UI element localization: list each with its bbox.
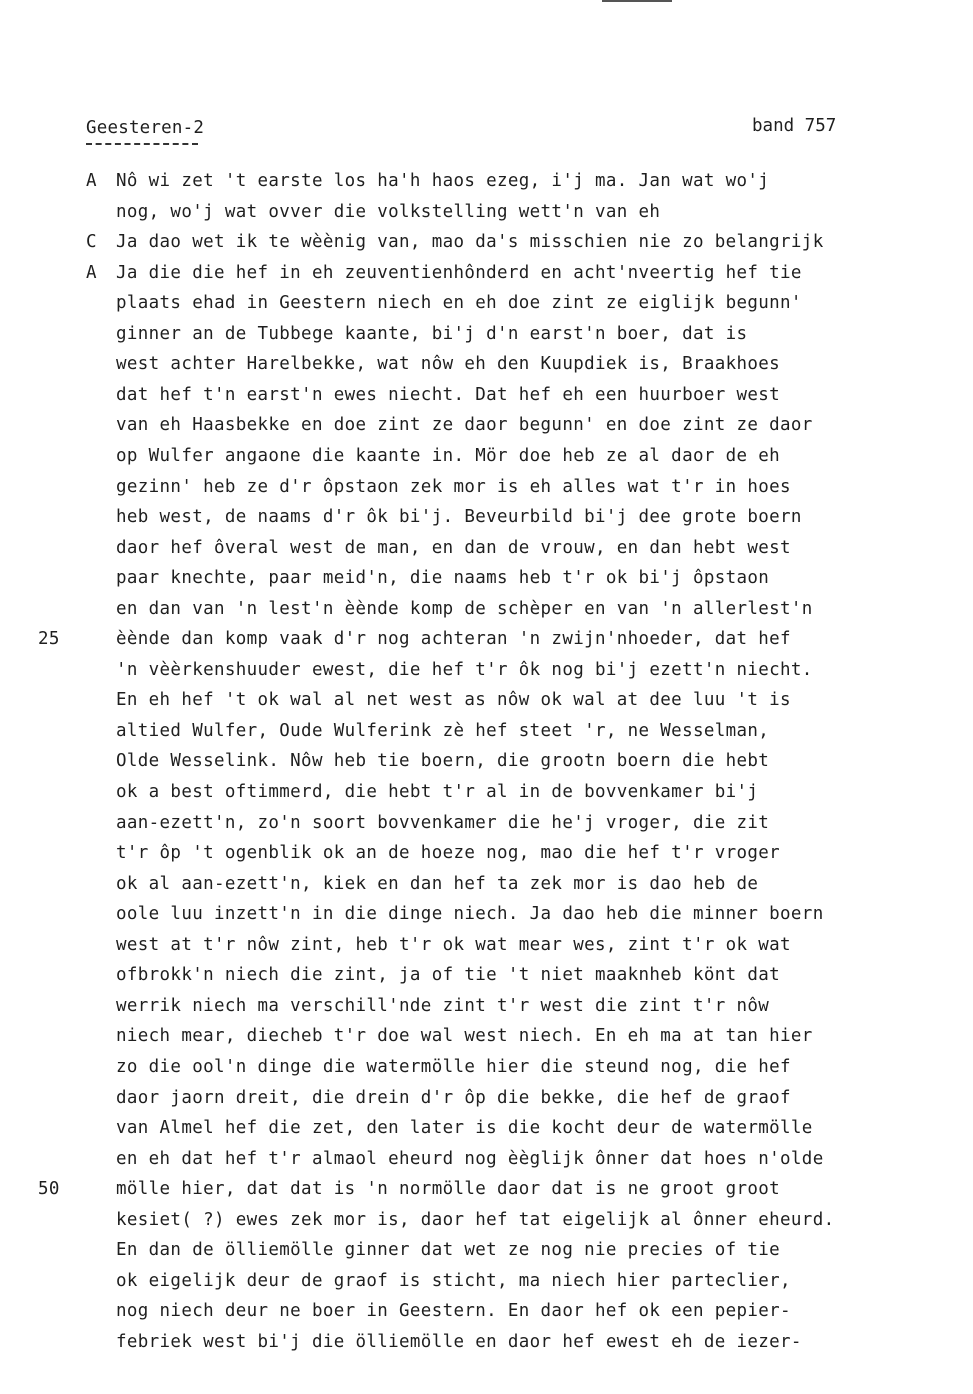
line-text: aan-ezett'n, zo'n soort bovvenkamer die he'j vroger, die zit — [116, 813, 770, 833]
speaker-label: A — [86, 263, 97, 283]
line-text: daor hef ôveral west de man, en dan de vrouw, en dan hebt west — [116, 538, 791, 558]
line-text: heb west, de naams d'r ôk bi'j. Beveurbild bi'j dee grote boern — [116, 507, 802, 527]
line-text: gezinn' heb ze d'r ôpstaon zek mor is eh alles wat t'r in hoes — [116, 477, 791, 497]
line-text: nog niech deur ne boer in Geestern. En daor hef ok een pepier- — [116, 1301, 791, 1321]
line-text: Nô wi zet 't earste los ha'h haos ezeg, i'j ma. Jan wat wo'j — [116, 171, 770, 191]
line-text: niech mear, diecheb t'r doe wal west niech. En eh ma at tan hier — [116, 1026, 813, 1046]
line-text: nog, wo'j wat ovver die volkstelling wett'n van eh — [116, 202, 661, 222]
speaker-label: A — [86, 171, 97, 191]
top-edge-mark — [602, 0, 672, 2]
line-number: 50 — [38, 1179, 60, 1199]
line-text: van eh Haasbekke en doe zint ze daor begunn' en doe zint ze daor — [116, 415, 813, 435]
line-text: west achter Harelbekke, wat nôw eh den Kuupdiek is, Braakhoes — [116, 354, 781, 374]
line-text: ok a best oftimmerd, die hebt t'r al in de bovvenkamer bi'j — [116, 782, 759, 802]
line-text: paar knechte, paar meid'n, die naams heb t'r ok bi'j ôpstaon — [116, 568, 770, 588]
speaker-label: C — [86, 232, 97, 252]
line-number: 25 — [38, 629, 60, 649]
line-text: èènde dan komp vaak d'r nog achteran 'n zwijn'nhoeder, dat hef — [116, 629, 791, 649]
line-text: op Wulfer angaone die kaante in. Mör doe heb ze al daor de eh — [116, 446, 781, 466]
line-text: t'r ôp 't ogenblik ok an de hoeze nog, mao die hef t'r vroger — [116, 843, 781, 863]
line-text: en dan van 'n lest'n èènde komp de schèper en van 'n allerlest'n — [116, 599, 813, 619]
line-text: ok eigelijk deur de graof is sticht, ma niech hier parteclier, — [116, 1271, 791, 1291]
line-text: kesiet( ?) ewes zek mor is, daor hef tat eigelijk al ônner eheurd. — [116, 1210, 835, 1230]
line-text: en eh dat hef t'r almaol eheurd nog èèglijk ônner dat hoes n'olde — [116, 1149, 824, 1169]
line-text: Ja dao wet ik te wèènig van, mao da's misschien nie zo belangrijk — [116, 232, 824, 252]
line-text: west at t'r nôw zint, heb t'r ok wat mear wes, zint t'r ok wat — [116, 935, 791, 955]
line-text: ginner an de Tubbege kaante, bi'j d'n earst'n boer, dat is — [116, 324, 748, 344]
line-text: dat hef t'n earst'n ewes niecht. Dat hef eh een huurboer west — [116, 385, 781, 405]
line-text: Ja die die hef in eh zeuventienhônderd en acht'nveertig hef tie — [116, 263, 802, 283]
title-underline — [86, 143, 198, 145]
line-text: ofbrokk'n niech die zint, ja of tie 't niet maaknheb könt dat — [116, 965, 781, 985]
line-text: plaats ehad in Geestern niech en eh doe zint ze eiglijk begunn' — [116, 293, 802, 313]
line-text: zo die ool'n dinge die watermölle hier die steund nog, die hef — [116, 1057, 791, 1077]
line-text: oole luu inzett'n in die dinge niech. Ja dao heb die minner boern — [116, 904, 824, 924]
line-text: Olde Wesselink. Nôw heb tie boern, die grootn boern die hebt — [116, 751, 770, 771]
line-text: febriek west bi'j die ölliemölle en daor hef ewest eh de iezer- — [116, 1332, 802, 1352]
line-text: altied Wulfer, Oude Wulferink zè hef steet 'r, ne Wesselman, — [116, 721, 770, 741]
document-title: Geesteren-2 — [86, 118, 205, 138]
line-text: 'n vèèrkenshuuder ewest, die hef t'r ôk nog bi'j ezett'n niecht. — [116, 660, 813, 680]
line-text: En eh hef 't ok wal al net west as nôw ok wal at dee luu 't is — [116, 690, 791, 710]
line-text: ok al aan-ezett'n, kiek en dan hef ta zek mor is dao heb de — [116, 874, 759, 894]
line-text: daor jaorn dreit, die drein d'r ôp die bekke, die hef de graof — [116, 1088, 791, 1108]
band-number: band 757 — [752, 116, 837, 136]
line-text: mölle hier, dat dat is 'n normölle daor dat is ne groot groot — [116, 1179, 781, 1199]
line-text: werrik niech ma verschill'nde zint t'r west die zint t'r nôw — [116, 996, 770, 1016]
line-text: En dan de ölliemölle ginner dat wet ze nog nie precies of tie — [116, 1240, 781, 1260]
line-text: van Almel hef die zet, den later is die kocht deur de watermölle — [116, 1118, 813, 1138]
